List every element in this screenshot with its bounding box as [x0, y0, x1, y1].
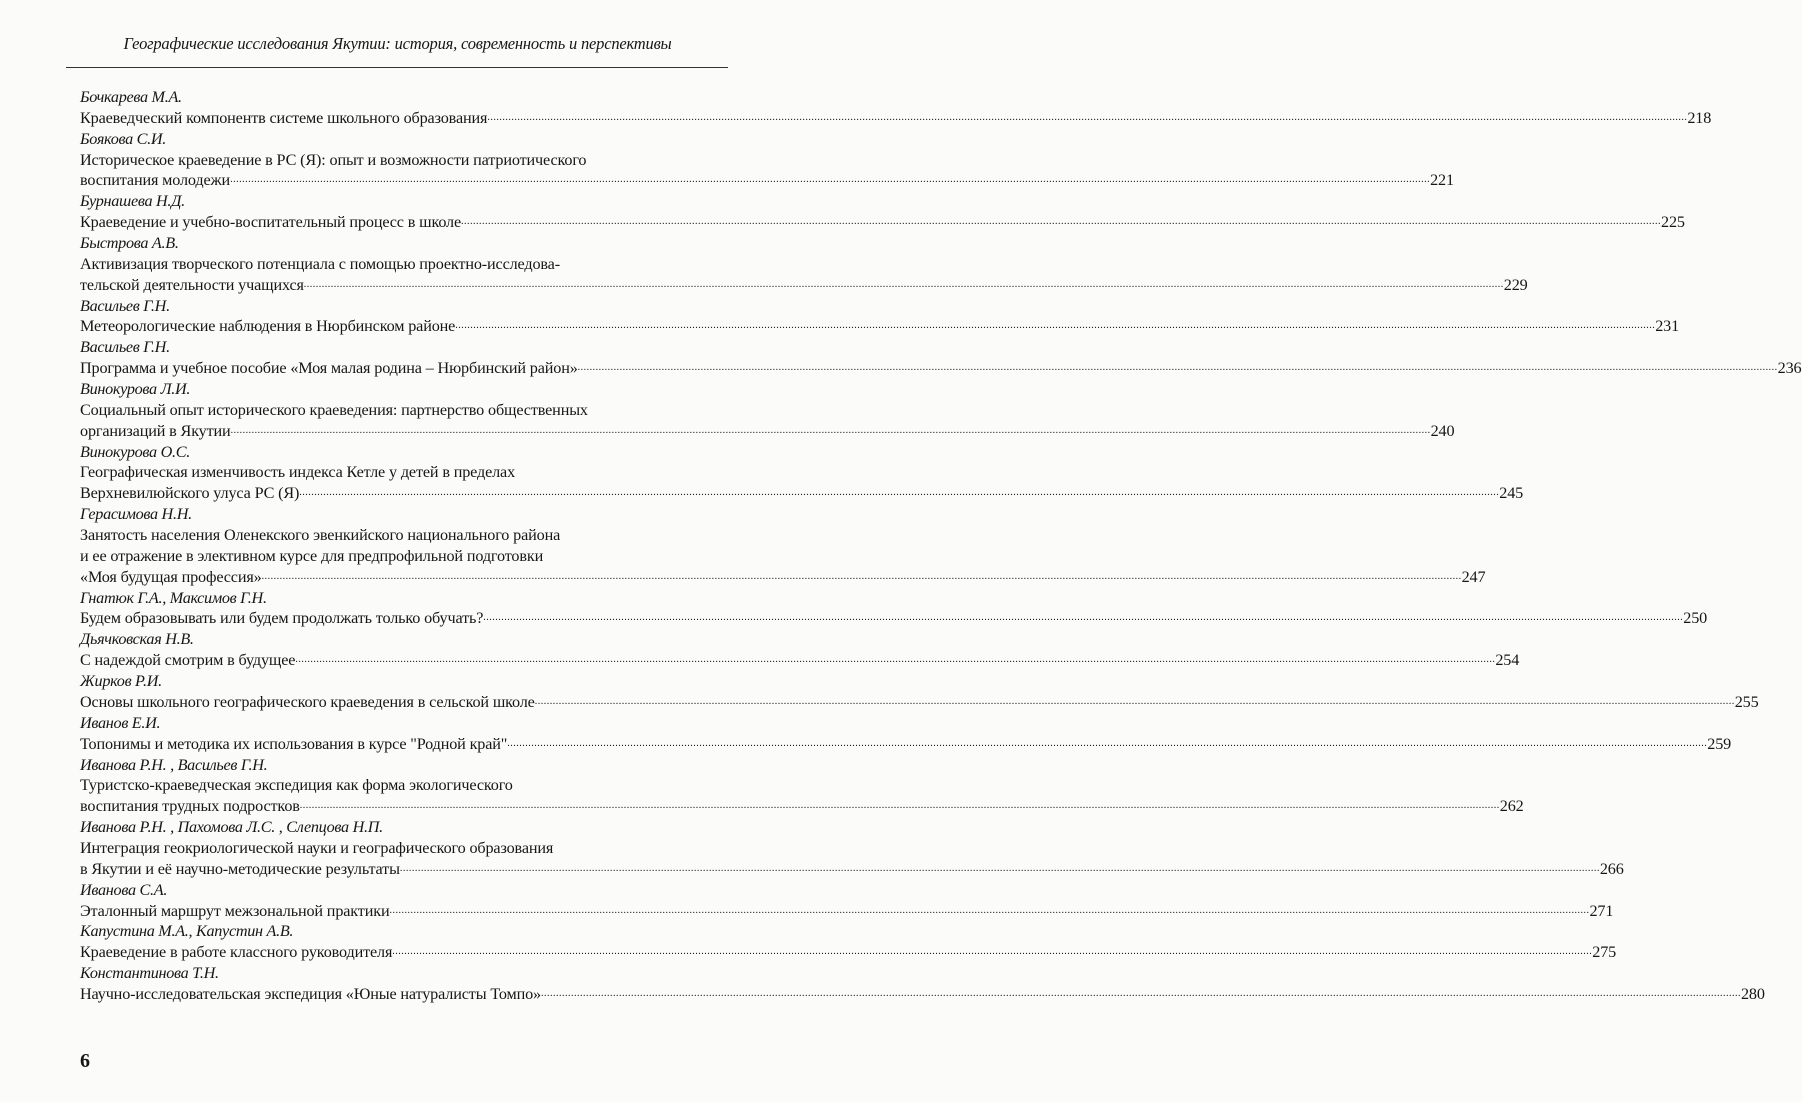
- toc-entry: [80, 296, 1680, 338]
- dot-leader: ................................................................................................................................................................................................................................................................................................................................................................................................................: [295, 654, 1496, 666]
- entry-title-text: С надеждой смотрим в будущее: [80, 651, 296, 670]
- entry-author: Иванова Р.Н. , Васильев Г.Н.: [80, 755, 268, 774]
- header-rule: [66, 67, 728, 68]
- dot-leader: ................................................................................................................................................................................................................................................................................................................................................................................................................: [483, 612, 1684, 624]
- entry-title-line: [80, 608, 1708, 629]
- entry-page-number: 266: [1599, 859, 1624, 878]
- entry-title-text: в Якутии и её научно-методические результаты: [80, 859, 400, 878]
- entry-author: Васильев Г.Н.: [80, 296, 170, 315]
- entry-page-number: 218: [1687, 108, 1712, 127]
- entry-page-number: 255: [1734, 692, 1759, 711]
- entry-title-line: Интеграция геокриологической науки и географического образования: [80, 838, 554, 857]
- entry-author: Быстрова А.В.: [80, 234, 179, 253]
- entry-title-text: «Моя будущая профессия»: [80, 567, 262, 586]
- entry-title-text: воспитания молодежи: [80, 171, 231, 190]
- entry-title-line: [80, 358, 1802, 379]
- dot-leader: ................................................................................................................................................................................................................................................................................................................................................................................................................: [299, 487, 1500, 499]
- dot-leader: ................................................................................................................................................................................................................................................................................................................................................................................................................: [507, 737, 1708, 749]
- running-header: Географические исследования Якутии: история, современность и перспективы: [123, 34, 672, 53]
- toc-entry: [80, 755, 1524, 818]
- entry-author: Герасимова Н.Н.: [80, 505, 192, 524]
- dot-leader: ................................................................................................................................................................................................................................................................................................................................................................................................................: [534, 695, 1735, 707]
- toc-entry: [80, 129, 1454, 192]
- dot-leader: ................................................................................................................................................................................................................................................................................................................................................................................................................: [230, 424, 1431, 436]
- entry-author: Дьячковская Н.В.: [80, 630, 194, 649]
- toc-entry: [80, 379, 1455, 442]
- entry-page-number: 254: [1495, 651, 1520, 670]
- toc-entry: [80, 713, 1732, 755]
- entry-author: Иванов Е.И.: [80, 713, 161, 732]
- entry-title-line: [80, 942, 1617, 963]
- dot-leader: ................................................................................................................................................................................................................................................................................................................................................................................................................: [230, 174, 1431, 186]
- dot-leader: ................................................................................................................................................................................................................................................................................................................................................................................................................: [399, 862, 1600, 874]
- entry-title-line: [80, 984, 1765, 1005]
- entry-page-number: 271: [1589, 901, 1614, 920]
- entry-page-number: 231: [1655, 317, 1680, 336]
- entry-title-line: Социальный опыт исторического краеведения: партнерство общественных: [80, 400, 588, 419]
- toc-entry: [80, 191, 1685, 233]
- entry-title-line: Историческое краеведение в РС (Я): опыт и возможности патриотического: [80, 150, 587, 169]
- entry-author: Константинова Т.Н.: [80, 964, 219, 983]
- dot-leader: ................................................................................................................................................................................................................................................................................................................................................................................................................: [389, 904, 1590, 916]
- entry-title-line: [80, 650, 1520, 671]
- dot-leader: ................................................................................................................................................................................................................................................................................................................................................................................................................: [392, 946, 1593, 958]
- toc-entry: [80, 233, 1528, 296]
- toc-entry: [80, 629, 1520, 671]
- dot-leader: ................................................................................................................................................................................................................................................................................................................................................................................................................: [303, 278, 1504, 290]
- entry-author: Винокурова О.С.: [80, 442, 190, 461]
- toc-entry: [80, 87, 1712, 129]
- entry-page-number: 262: [1499, 797, 1524, 816]
- entry-author: Гнатюк Г.А., Максимов Г.Н.: [80, 588, 267, 607]
- toc-entry: [80, 963, 1765, 1005]
- entry-author: Бочкарева М.А.: [80, 88, 182, 106]
- entry-title-line: Занятость населения Оленекского эвенкийского национального района: [80, 526, 561, 545]
- entry-title-line: и ее отражение в элективном курсе для предпрофильной подготовки: [80, 546, 544, 565]
- dot-leader: ................................................................................................................................................................................................................................................................................................................................................................................................................: [261, 570, 1462, 582]
- entry-title-line: Географическая изменчивость индекса Кетле у детей в пределах: [80, 463, 516, 482]
- entry-author: Винокурова Л.И.: [80, 380, 191, 399]
- entry-title-text: Основы школьного географического краеведения в сельской школе: [80, 692, 535, 711]
- dot-leader: ................................................................................................................................................................................................................................................................................................................................................................................................................: [540, 987, 1741, 999]
- toc-entry: [80, 880, 1614, 922]
- entry-page-number: 275: [1592, 943, 1617, 962]
- entry-title-line: [80, 901, 1614, 922]
- entry-title-line: [80, 108, 1712, 129]
- entry-author: Бурнашева Н.Д.: [80, 192, 185, 211]
- toc-entry: [80, 442, 1524, 505]
- entry-page-number: 259: [1707, 734, 1732, 753]
- entry-author: Васильев Г.Н.: [80, 338, 170, 357]
- entry-title-text: Краеведение в работе классного руководителя: [80, 943, 393, 962]
- entry-title-line: [80, 170, 1454, 191]
- entry-page-number: 250: [1683, 609, 1708, 628]
- entry-title-text: Верхневилюйского улуса РС (Я): [80, 484, 300, 503]
- entry-title-line: [80, 275, 1528, 296]
- entry-page-number: 280: [1740, 984, 1765, 1003]
- entry-title-text: Краеведение и учебно-воспитательный процесс в школе: [80, 213, 462, 232]
- toc-entry: [80, 588, 1708, 630]
- entry-page-number: 225: [1661, 213, 1685, 232]
- entry-author: Капустина М.А., Капустин А.В.: [80, 922, 294, 941]
- dot-leader: ................................................................................................................................................................................................................................................................................................................................................................................................................: [487, 111, 1688, 123]
- dot-leader: ................................................................................................................................................................................................................................................................................................................................................................................................................: [577, 362, 1778, 374]
- entry-page-number: 229: [1503, 275, 1528, 294]
- entry-title-text: Краеведческий компонентв системе школьного образования: [80, 108, 488, 127]
- entry-title-line: [80, 567, 1486, 588]
- entry-title-line: Туристско-краеведческая экспедиция как форма экологического: [80, 776, 513, 795]
- entry-title-line: [80, 692, 1759, 713]
- entry-author: Боякова С.И.: [80, 129, 167, 148]
- dot-leader: ................................................................................................................................................................................................................................................................................................................................................................................................................: [461, 216, 1662, 228]
- entry-title-line: Активизация творческого потенциала с помощью проектно-исследова-: [80, 254, 560, 273]
- entry-title-line: [80, 796, 1524, 817]
- page-number: 6: [80, 1050, 90, 1072]
- dot-leader: ................................................................................................................................................................................................................................................................................................................................................................................................................: [455, 320, 1656, 332]
- entry-page-number: 245: [1499, 484, 1524, 503]
- entry-title-text: Будем образовывать или будем продолжать только обучать?: [80, 609, 484, 628]
- entry-title-line: [80, 483, 1524, 504]
- entry-author: Иванова С.А.: [80, 880, 168, 899]
- entry-page-number: 240: [1430, 421, 1455, 440]
- entry-author: Жирков Р.И.: [80, 672, 162, 691]
- entry-title-text: Научно-исследовательская экспедиция «Юные натуралисты Томпо»: [80, 984, 541, 1003]
- entry-title-text: Топонимы и методика их использования в курсе "Родной край": [80, 734, 508, 753]
- entry-title-text: Метеорологические наблюдения в Нюрбинском районе: [80, 317, 456, 336]
- entry-page-number: 247: [1461, 567, 1486, 586]
- table-of-contents: [80, 87, 1802, 1005]
- entry-page-number: 236: [1777, 359, 1802, 378]
- entry-title-text: Эталонный маршрут межзональной практики: [80, 901, 390, 920]
- dot-leader: ................................................................................................................................................................................................................................................................................................................................................................................................................: [299, 800, 1500, 812]
- entry-title-line: [80, 859, 1624, 880]
- toc-entry: [80, 337, 1802, 379]
- entry-title-line: [80, 316, 1680, 337]
- entry-title-text: воспитания трудных подростков: [80, 797, 300, 816]
- toc-entry: [80, 504, 1486, 587]
- toc-entry: [80, 921, 1617, 963]
- entry-title-line: [80, 421, 1455, 442]
- entry-title-text: тельской деятельности учащихся: [80, 275, 304, 294]
- entry-title-text: организаций в Якутии: [80, 421, 231, 440]
- entry-title-text: Программа и учебное пособие «Моя малая родина – Нюрбинский район»: [80, 359, 578, 378]
- entry-page-number: 221: [1430, 171, 1454, 190]
- entry-title-line: [80, 212, 1685, 233]
- entry-author: Иванова Р.Н. , Пахомова Л.С. , Слепцова Н.П.: [80, 818, 383, 837]
- toc-entry: [80, 671, 1759, 713]
- toc-entry: [80, 817, 1624, 880]
- entry-title-line: [80, 734, 1732, 755]
